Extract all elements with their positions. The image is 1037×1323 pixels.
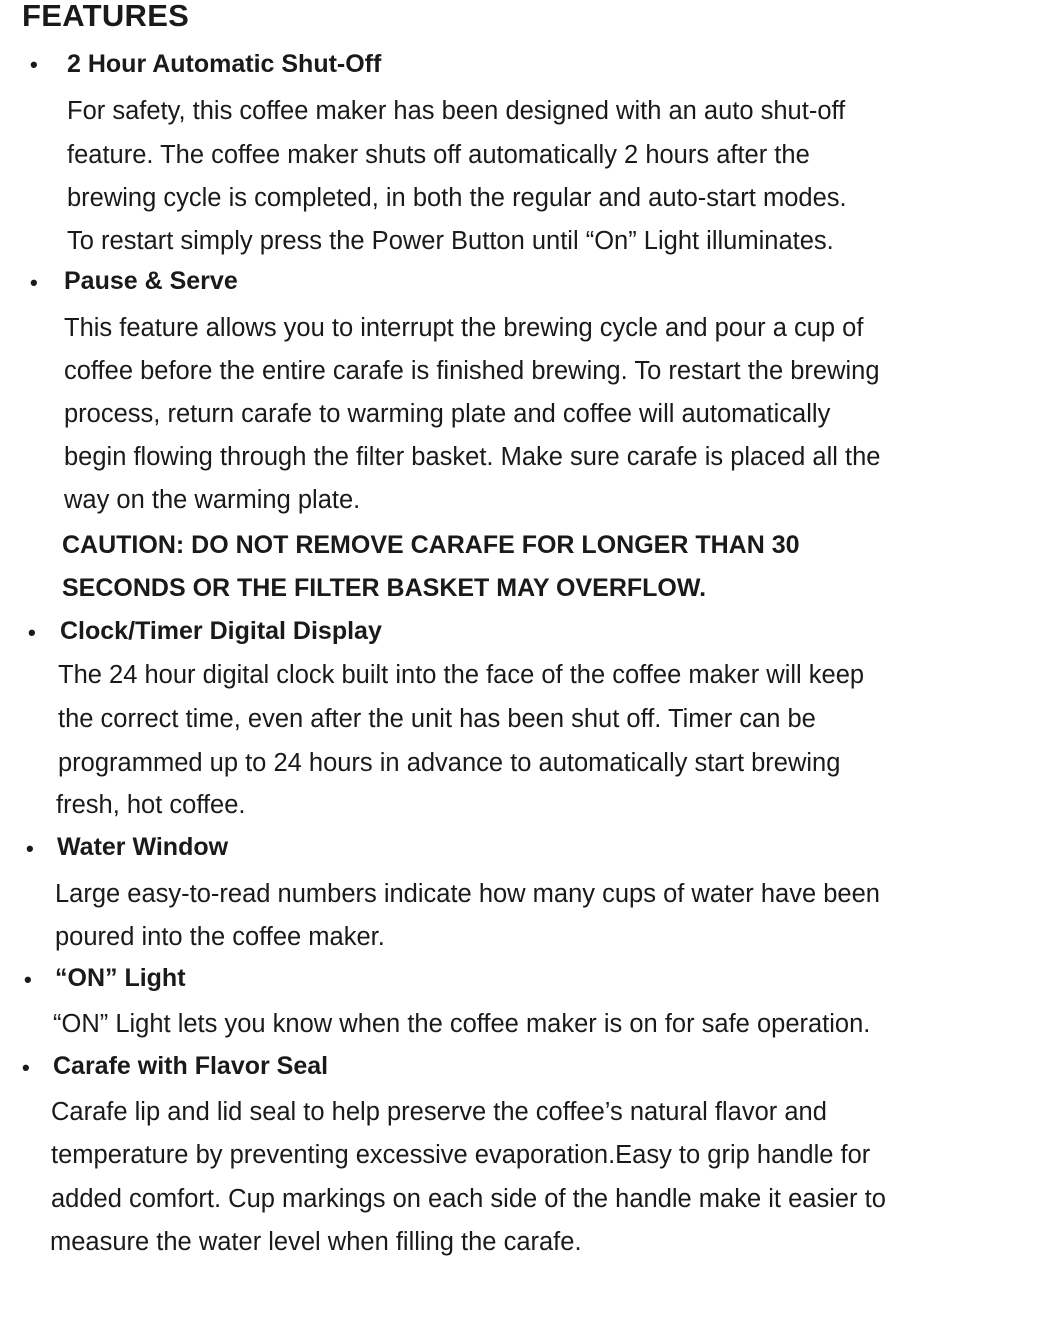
feature-text-line: added comfort. Cup markings on each side of the handle make it easier to [51, 1185, 886, 1213]
feature-text-line: begin flowing through the filter basket. Make sure carafe is placed all the [64, 443, 881, 471]
bullet-icon: • [30, 52, 38, 77]
feature-text-line: fresh, hot coffee. [56, 791, 246, 819]
feature-text-line: poured into the coffee maker. [55, 923, 385, 951]
feature-heading: Carafe with Flavor Seal [53, 1052, 329, 1080]
feature-heading: Pause & Serve [64, 267, 238, 295]
page-title: FEATURES [22, 0, 190, 33]
bullet-icon: • [24, 967, 32, 992]
feature-text-line: “ON” Light lets you know when the coffee maker is on for safe operation. [53, 1010, 871, 1038]
feature-text-line: Carafe lip and lid seal to help preserve the coffee’s natural flavor and [51, 1098, 827, 1126]
feature-text-line: This feature allows you to interrupt the brewing cycle and pour a cup of [64, 314, 864, 342]
caution-text: SECONDS OR THE FILTER BASKET MAY OVERFLOW. [62, 574, 707, 602]
feature-text-line: process, return carafe to warming plate and coffee will automatically [64, 400, 831, 428]
feature-text-line: For safety, this coffee maker has been designed with an auto shut-off [67, 97, 846, 125]
bullet-icon: • [28, 620, 36, 645]
feature-text-line: feature. The coffee maker shuts off automatically 2 hours after the [67, 141, 810, 169]
bullet-icon: • [22, 1055, 30, 1080]
feature-text-line: brewing cycle is completed, in both the regular and auto-start modes. [67, 184, 847, 212]
feature-heading: Clock/Timer Digital Display [60, 617, 382, 645]
feature-text-line: Large easy-to-read numbers indicate how many cups of water have been [55, 880, 880, 908]
feature-heading: “ON” Light [55, 964, 186, 992]
bullet-icon: • [30, 270, 38, 295]
feature-text-line: To restart simply press the Power Button until “On” Light illuminates. [67, 227, 834, 255]
feature-text-line: temperature by preventing excessive evaporation.Easy to grip handle for [51, 1141, 871, 1169]
feature-text-line: programmed up to 24 hours in advance to automatically start brewing [58, 749, 841, 777]
feature-text-line: way on the warming plate. [64, 486, 361, 514]
caution-text: CAUTION: DO NOT REMOVE CARAFE FOR LONGER THAN 30 [62, 531, 800, 559]
feature-text-line: the correct time, even after the unit has been shut off. Timer can be [58, 705, 816, 733]
feature-text-line: The 24 hour digital clock built into the face of the coffee maker will keep [58, 661, 865, 689]
feature-text-line: coffee before the entire carafe is finished brewing. To restart the brewing [64, 357, 880, 385]
bullet-icon: • [26, 836, 34, 861]
feature-heading: 2 Hour Automatic Shut-Off [67, 50, 382, 78]
feature-text-line: measure the water level when filling the carafe. [50, 1228, 582, 1256]
feature-heading: Water Window [57, 833, 229, 861]
